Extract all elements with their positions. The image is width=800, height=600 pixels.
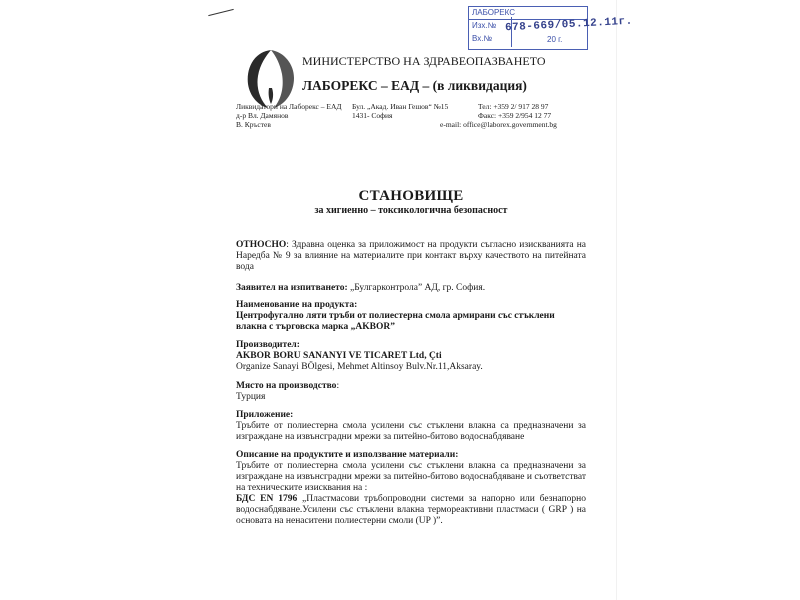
liquidators-block — [236, 102, 342, 129]
stamp-handwritten-number: 678-669/05.12.11г. — [504, 15, 634, 35]
pen-mark — [208, 9, 233, 16]
phone-block — [478, 102, 551, 120]
description-label: Описание на продуктите и използвание материали: — [236, 450, 459, 460]
phone-line: Тел: +359 2/ 917 28 97 — [478, 102, 549, 111]
product-name-label: Наименование на продукта: — [236, 300, 358, 310]
address-line: 1431- София — [352, 111, 393, 120]
description-section — [236, 450, 586, 527]
applicant-text: „Булгарконтрола” АД, гр. София. — [347, 283, 486, 293]
producer-name: AKBOR BORU SANANYI VE TICARET Ltd, Çti — [236, 351, 442, 361]
stamp-outgoing-label: Изх.№ — [472, 21, 497, 30]
fax-line: Факс: +359 2/954 12 77 — [478, 111, 552, 120]
liquidators-line: Ликвидатори на Лаборекс – ЕАД — [236, 102, 342, 111]
applicant-label: Заявител на изпитването: — [236, 283, 348, 293]
company-name: ЛАБОРЕКС – ЕАД – (в ликвидация) — [302, 78, 527, 93]
stamp-year: 20 г. — [547, 35, 563, 44]
description-text: Тръбите от полиестерна смола усилени със стъклени влакна са предназначени за изграждане на извънсградни мрежи за питейно-битово водоснабдяване и съответстват на техническите изисквания на : — [236, 461, 586, 493]
product-name-text: Центрофугално ляти тръби от полиестерна смола армирани със стъклени влакна с търговска марка „AKBOR” — [236, 311, 555, 332]
stamp-incoming-label: Вх.№ — [472, 34, 493, 43]
liquidators-line: д-р Вл. Дамянов — [236, 111, 289, 120]
producer-section — [236, 340, 586, 373]
place-text: Турция — [236, 392, 266, 402]
application-label: Приложение: — [236, 410, 294, 420]
application-text: Тръбите от полиестерна смола усилени със стъклени влакна са предназначени за изграждане на извънсградни мрежи за питейно-битово водоснабдяване — [236, 421, 586, 442]
address-block — [352, 102, 448, 120]
applicant-paragraph — [236, 283, 586, 294]
application-section — [236, 410, 586, 443]
document-subtitle: за хигиенно – токсикологична безопасност — [314, 205, 508, 216]
standard-label: БДС EN 1796 — [236, 494, 298, 504]
email-line: e-mail: office@laborex.government.bg — [440, 120, 557, 129]
producer-label: Производител: — [236, 340, 300, 350]
scan-margin — [616, 0, 800, 600]
product-name-section — [236, 300, 586, 333]
place-label: Място на производство — [236, 381, 337, 391]
address-line: Бул. „Акад. Иван Гешов“ №15 — [352, 102, 449, 111]
registration-stamp — [468, 6, 634, 50]
document-title: СТАНОВИЩЕ — [358, 188, 464, 204]
standard-text: „Пластмасови тръбопроводни системи за напорно или безнапорно водоснабдяване.Усилени със стъклени влакна термореактивни пластмаси ( GRP ) на основата на ненаситени полиестерни смоли (UP )”. — [236, 494, 587, 526]
regarding-paragraph — [236, 240, 586, 273]
laborex-logo-icon — [244, 48, 298, 110]
regarding-label: ОТНОСНО — [236, 240, 287, 250]
liquidators-line: В. Кръстев — [236, 120, 271, 129]
regarding-text: : Здравна оценка за приложимост на продукти съгласно изискванията на Наредба № 9 за влияние на материалите при контакт върху качеството на питейната вода — [236, 240, 586, 272]
place-section — [236, 381, 586, 403]
ministry-name: МИНИСТЕРСТВО НА ЗДРАВЕОПАЗВАНЕТО — [302, 54, 546, 68]
producer-address: Organize Sanayi BÖlgesi, Mehmet Altinsoy Bulv.Nr.11,Aksaray. — [236, 362, 483, 372]
stamp-header: ЛАБОРЕКС — [472, 8, 515, 17]
place-colon: : — [336, 381, 340, 391]
